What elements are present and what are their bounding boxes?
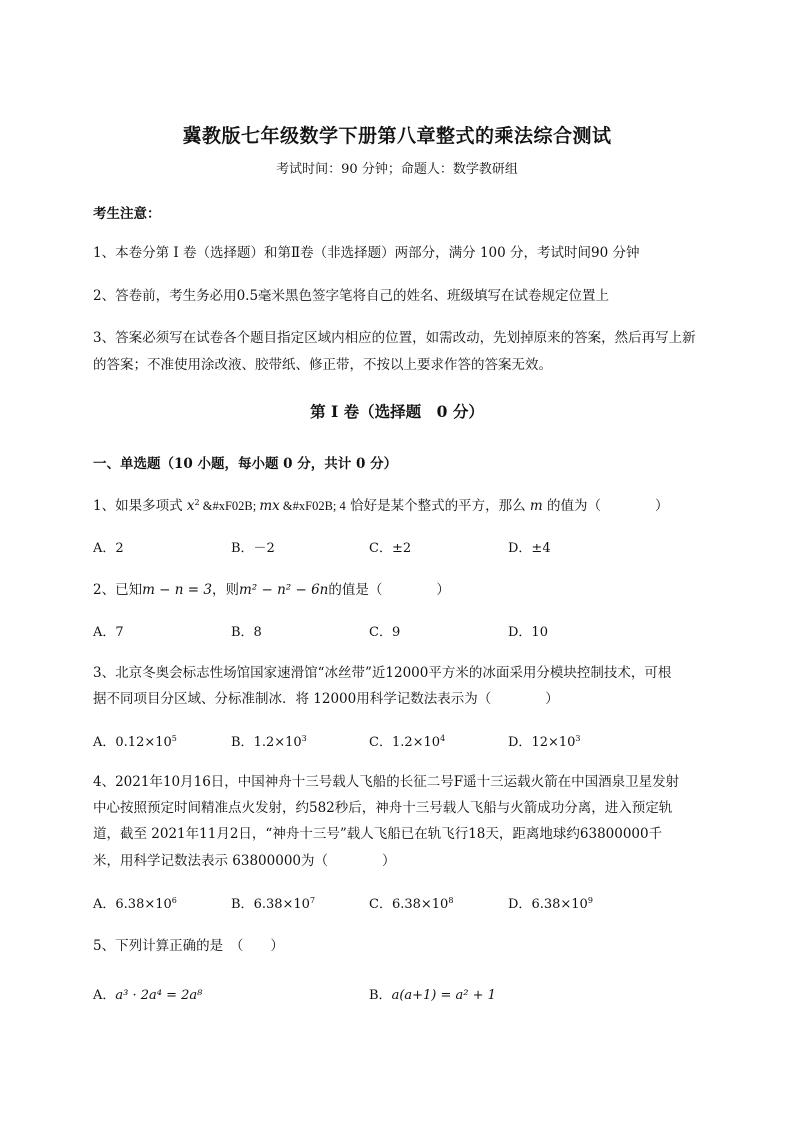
option-label: B． bbox=[231, 897, 254, 912]
option-exponent: 7 bbox=[309, 896, 316, 905]
option-exponent: 3 bbox=[575, 734, 581, 743]
question-4-option-c[interactable] bbox=[369, 893, 453, 912]
option-base: 6.38×10 bbox=[531, 897, 588, 912]
question-1-option-b[interactable]: B．－2 bbox=[231, 541, 275, 556]
question-2-middle: ，则 bbox=[211, 582, 239, 598]
option-exponent: 4 bbox=[440, 734, 446, 743]
option-label: B． bbox=[231, 735, 254, 750]
option-expression: a³ · 2a⁴ = 2a⁸ bbox=[115, 988, 203, 1003]
option-exponent: 5 bbox=[171, 734, 177, 743]
question-5-option-a[interactable] bbox=[93, 984, 202, 1003]
question-4-line-1: 4、2021年10月16日，中国神舟十三号载人飞船的长征二号F遥十三运载火箭在中国酒泉卫星发射 bbox=[93, 774, 680, 790]
question-1-option-d[interactable]: D．±4 bbox=[508, 541, 551, 556]
option-label: A． bbox=[93, 897, 116, 912]
question-2-option-c[interactable]: C．9 bbox=[369, 625, 401, 640]
question-1-raw-1: &#xF02B; bbox=[199, 499, 260, 513]
question-4-line-4: 米，用科学记数法表示 63800000为（ ） bbox=[93, 853, 396, 869]
question-2-option-d[interactable]: D．10 bbox=[508, 625, 548, 640]
option-label: A． bbox=[93, 988, 116, 1003]
option-label: D． bbox=[508, 897, 532, 912]
question-3-line-2: 据不同项目分区域、分标准制冰．将 12000用科学记数法表示为（ ） bbox=[93, 691, 559, 707]
question-2-stem bbox=[93, 578, 450, 598]
option-label: A． bbox=[93, 735, 116, 750]
section-title: 第 I 卷（选择题 0 分） bbox=[310, 402, 484, 421]
option-expression: a(a+1) = a² + 1 bbox=[391, 988, 496, 1003]
page-subtitle: 考试时间：90 分钟；命题人：数学教研组 bbox=[276, 162, 518, 177]
question-2-expr: m² − n² − 6n bbox=[238, 582, 329, 598]
notice-item-3-line-2: 的答案；不准使用涂改液、胶带纸、修正带，不按以上要求作答的答案无效。 bbox=[93, 357, 552, 373]
option-label: C． bbox=[369, 735, 392, 750]
notice-item-3-line-1: 3、答案必须写在试卷各个题目指定区域内相应的位置，如需改动，先划掉原来的答案，然后再写上新 bbox=[93, 330, 696, 346]
option-exponent: 9 bbox=[587, 896, 593, 905]
question-2-prefix: 2、已知 bbox=[93, 582, 143, 598]
question-1-raw-2: &#xF02B; 4 bbox=[279, 499, 346, 513]
page-title: 冀教版七年级数学下册第八章整式的乘法综合测试 bbox=[182, 125, 612, 147]
option-base: 6.38×10 bbox=[253, 897, 310, 912]
part-heading: 一、单选题（10 小题，每小题 0 分，共计 0 分） bbox=[93, 456, 398, 472]
question-3-option-c[interactable] bbox=[369, 731, 445, 750]
notice-item-1: 1、本卷分第 I 卷（选择题）和第Ⅱ卷（非选择题）两部分，满分 100 分，考试时间90 分钟 bbox=[93, 245, 640, 261]
question-4-option-b[interactable] bbox=[231, 893, 315, 912]
option-base: 1.2×10 bbox=[253, 735, 302, 750]
question-5-stem: 5、下列计算正确的是 （ ） bbox=[93, 938, 284, 954]
option-base: 12×10 bbox=[531, 735, 576, 750]
option-base: 6.38×10 bbox=[391, 897, 449, 912]
option-base: 6.38×10 bbox=[115, 897, 172, 912]
notice-heading: 考生注意： bbox=[93, 206, 161, 222]
question-5-option-b[interactable] bbox=[369, 984, 496, 1003]
question-1-option-a[interactable]: A．2 bbox=[93, 541, 124, 556]
option-label: B． bbox=[369, 988, 392, 1003]
question-2-option-b[interactable]: B．8 bbox=[231, 625, 262, 640]
question-3-line-1: 3、北京冬奥会标志性场馆国家速滑馆“冰丝带”近12000平方米的冰面采用分模块控制技术，可根 bbox=[93, 665, 672, 681]
question-3-option-b[interactable] bbox=[231, 731, 307, 750]
question-1-expr-a: x bbox=[186, 498, 195, 514]
option-label: C． bbox=[369, 897, 392, 912]
option-label: D． bbox=[508, 735, 532, 750]
option-exponent: 3 bbox=[301, 734, 307, 743]
question-1-expr-a-exp: 2 bbox=[194, 498, 200, 507]
option-base: 0.12×10 bbox=[115, 735, 172, 750]
question-2-given: m − n = 3 bbox=[142, 582, 212, 598]
question-1-middle: 恰好是某个整式的平方，那么 bbox=[345, 498, 530, 514]
question-1-prefix: 1、如果多项式 bbox=[93, 498, 187, 514]
question-4-line-3: 道，截至 2021年11月2日，“神舟十三号”载人飞船已在轨飞行18天，距离地球约63800000千 bbox=[93, 826, 663, 842]
question-2-option-a[interactable]: A．7 bbox=[93, 625, 124, 640]
notice-item-2: 2、答卷前，考生务必用0.5毫米黑色签字笔将自己的姓名、班级填写在试卷规定位置上 bbox=[93, 288, 610, 304]
question-1-var-m: m bbox=[529, 498, 543, 514]
option-base: 1.2×10 bbox=[391, 735, 441, 750]
question-4-option-d[interactable] bbox=[508, 893, 593, 912]
question-2-suffix: 的值是（ ） bbox=[328, 582, 450, 598]
question-1-suffix: 的值为（ ） bbox=[542, 498, 669, 514]
question-1-stem bbox=[93, 494, 668, 514]
question-4-option-a[interactable] bbox=[93, 893, 177, 912]
question-3-option-a[interactable] bbox=[93, 731, 177, 750]
question-1-option-c[interactable]: C．±2 bbox=[369, 541, 412, 556]
question-3-option-d[interactable] bbox=[508, 731, 581, 750]
question-1-expr-b: mx bbox=[259, 498, 280, 514]
question-4-line-2: 中心按照预定时间精准点火发射，约582秒后，神舟十三号载人飞船与火箭成功分离，进入预定轨 bbox=[93, 800, 673, 816]
option-exponent: 8 bbox=[448, 896, 454, 905]
option-exponent: 6 bbox=[171, 896, 177, 905]
